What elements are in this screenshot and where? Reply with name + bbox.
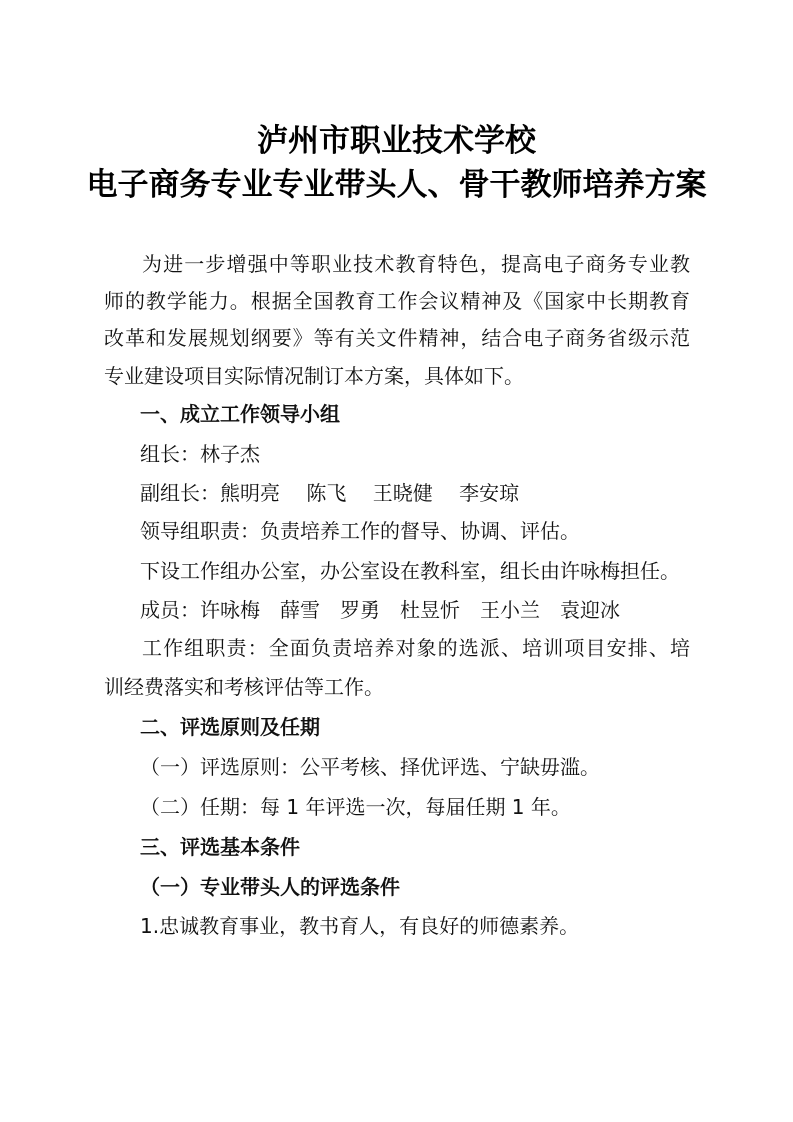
principle-line: （一）评选原则：公平考核、择优评选、宁缺毋滥。: [140, 755, 600, 779]
work-duty-line-1: 工作组职责：全面负责培养对象的选派、培训项目安排、培: [142, 636, 690, 660]
office-line: 下设工作组办公室，办公室设在教科室，组长由许咏梅担任。: [140, 559, 680, 583]
intro-line-2: 师的教学能力。根据全国教育工作会议精神及《国家中长期教育: [104, 289, 690, 313]
leadership-duty-line: 领导组职责：负责培养工作的督导、协调、评估。: [140, 519, 580, 543]
document-title-line2: 电子商务专业专业带头人、骨干教师培养方案: [86, 167, 707, 203]
work-duty-line-2: 训经费落实和考核评估等工作。: [104, 675, 384, 699]
term-line: （二）任期：每 1 年评选一次，每届任期 1 年。: [140, 795, 571, 819]
condition-item-1: 1.忠诚教育事业，教书育人，有良好的师德素养。: [140, 914, 580, 938]
members-line: 成员：许咏梅 薛雪 罗勇 杜昱忻 王小兰 袁迎冰: [140, 598, 620, 622]
section3-subheading: （一）专业带头人的评选条件: [140, 875, 400, 899]
section3-heading: 三、评选基本条件: [140, 835, 300, 859]
intro-line-1: 为进一步增强中等职业技术教育特色，提高电子商务专业教: [142, 252, 690, 276]
intro-line-3: 改革和发展规划纲要》等有关文件精神，结合电子商务省级示范: [104, 326, 690, 350]
deputy-line: 副组长：熊明亮 陈飞 王晓健 李安琼: [140, 481, 520, 505]
intro-line-4: 专业建设项目实际情况制订本方案，具体如下。: [104, 364, 524, 388]
section1-heading: 一、成立工作领导小组: [140, 402, 340, 426]
leader-line: 组长：林子杰: [140, 442, 260, 466]
document-title-line1: 泸州市职业技术学校: [257, 123, 536, 159]
section2-heading: 二、评选原则及任期: [140, 715, 320, 739]
